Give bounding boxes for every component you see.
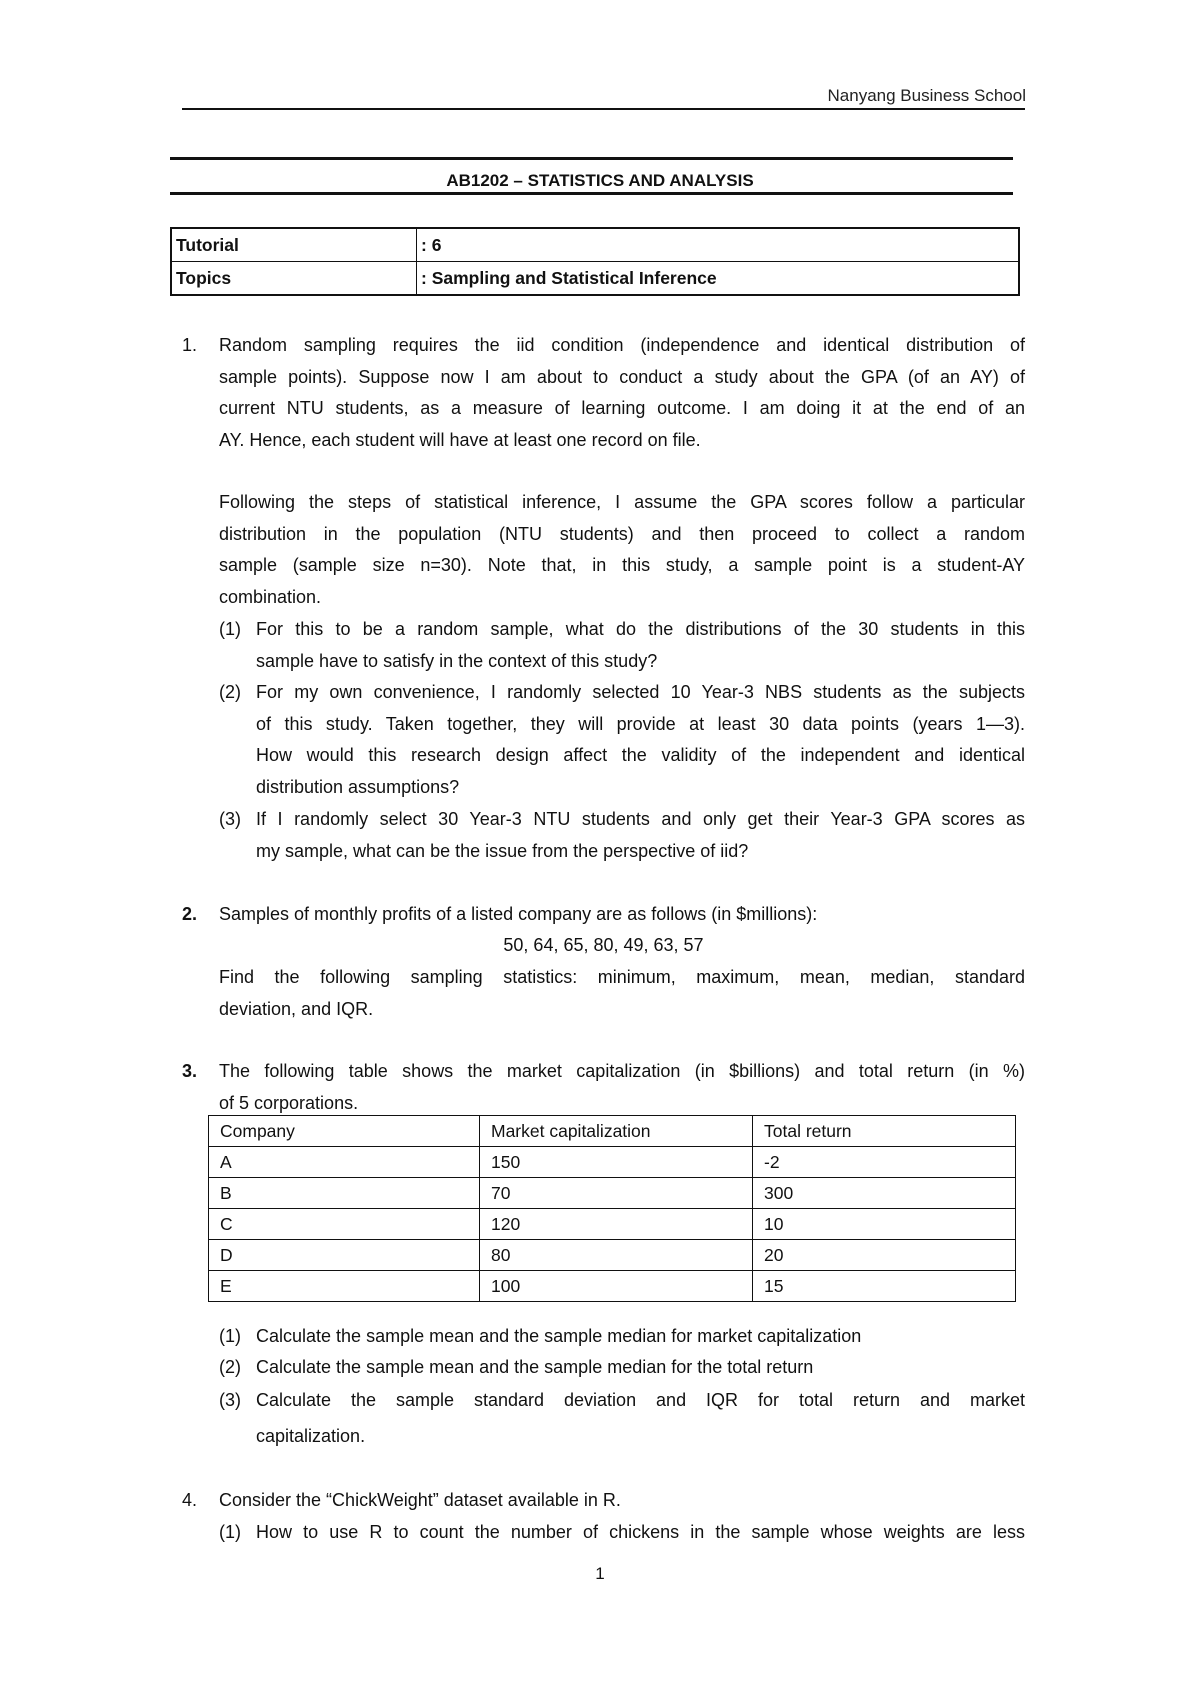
question-1-text xyxy=(219,330,1025,456)
text-line: deviation, and IQR. xyxy=(219,998,374,1019)
sub-question-text xyxy=(256,1385,1025,1452)
table-cell: 100 xyxy=(480,1271,753,1302)
table-cell: 70 xyxy=(480,1178,753,1209)
question-4-intro: Consider the “ChickWeight” dataset available in R. xyxy=(219,1490,621,1510)
table-cell: C xyxy=(209,1209,480,1240)
page-number: 1 xyxy=(595,1564,605,1583)
table-cell: 15 xyxy=(753,1271,1016,1302)
question-1-paragraph-2 xyxy=(219,487,1025,613)
table-header-row xyxy=(209,1116,1016,1147)
table-cell: 150 xyxy=(480,1147,753,1178)
info-label: Tutorial xyxy=(171,228,417,262)
question-number: 1. xyxy=(182,335,198,355)
question-2-data: 50, 64, 65, 80, 49, 63, 57 xyxy=(503,935,704,955)
sub-question-text: Calculate the sample mean and the sample median for market capitalization xyxy=(256,1326,862,1346)
course-title: AB1202 – STATISTICS AND ANALYSIS xyxy=(446,171,754,190)
table-cell: 20 xyxy=(753,1240,1016,1271)
text-line: of 5 corporations. xyxy=(219,1092,359,1113)
sub-question-number: (2) xyxy=(219,1357,241,1377)
table-cell: 10 xyxy=(753,1209,1016,1240)
info-value: : 6 xyxy=(417,228,1020,262)
info-label: Topics xyxy=(171,262,417,296)
header-school-name: Nanyang Business School xyxy=(827,86,1026,105)
table-row xyxy=(209,1271,1016,1302)
sub-question-text xyxy=(256,804,1025,867)
sub-question-number: (1) xyxy=(219,1326,241,1346)
sub-question-number: (3) xyxy=(219,809,241,829)
text-line: distribution in the population (NTU students) and then proceed to collect a random xyxy=(219,523,1025,544)
text-line: my sample, what can be the issue from the perspective of iid? xyxy=(256,840,749,861)
sub-question-number: (1) xyxy=(219,619,241,639)
text-line: For this to be a random sample, what do the distributions of the 30 students in this xyxy=(256,619,1025,639)
text-line: Calculate the sample standard deviation and IQR for total return and market xyxy=(256,1390,1025,1410)
text-line: distribution assumptions? xyxy=(256,776,460,797)
table-cell: 300 xyxy=(753,1178,1016,1209)
tutorial-info-table xyxy=(170,227,1020,296)
text-line: If I randomly select 30 Year-3 NTU students and only get their Year-3 GPA scores as xyxy=(256,809,1025,829)
table-row xyxy=(209,1147,1016,1178)
sub-question-text xyxy=(256,1517,1025,1549)
table-cell: -2 xyxy=(753,1147,1016,1178)
market-cap-table xyxy=(208,1115,1016,1302)
sub-question-text: Calculate the sample mean and the sample median for the total return xyxy=(256,1357,814,1377)
text-line: sample have to satisfy in the context of this study? xyxy=(256,650,658,671)
question-2-intro: Samples of monthly profits of a listed company are as follows (in $millions): xyxy=(219,904,818,924)
question-number: 2. xyxy=(182,904,198,924)
table-row xyxy=(209,1240,1016,1271)
text-line: Following the steps of statistical inference, I assume the GPA scores follow a particular xyxy=(219,492,1025,512)
sub-question-number: (1) xyxy=(219,1522,241,1542)
info-row-tutorial xyxy=(171,228,1019,262)
text-line: combination. xyxy=(219,586,322,607)
question-3-text xyxy=(219,1056,1025,1119)
sub-question-number: (3) xyxy=(219,1390,241,1410)
text-line: Random sampling requires the iid condition (independence and identical distribution of xyxy=(219,335,1025,355)
question-number: 4. xyxy=(182,1490,198,1510)
text-line: current NTU students, as a measure of learning outcome. I am doing it at the end of an xyxy=(219,398,1025,418)
table-cell: E xyxy=(209,1271,480,1302)
title-rule-top xyxy=(170,157,1013,160)
info-value: : Sampling and Statistical Inference xyxy=(421,267,717,288)
table-cell: 120 xyxy=(480,1209,753,1240)
text-line: How would this research design affect the validity of the independent and identical xyxy=(256,745,1025,765)
title-rule-bottom xyxy=(170,192,1013,195)
text-line: sample points). Suppose now I am about to conduct a study about the GPA (of an AY) of xyxy=(219,366,1025,387)
table-header-cell: Market capitalization xyxy=(480,1116,753,1147)
sub-question-number: (2) xyxy=(219,682,241,702)
table-header-cell: Total return xyxy=(753,1116,1016,1147)
text-line: The following table shows the market capitalization (in $billions) and total return (in %) xyxy=(219,1061,1025,1081)
table-row xyxy=(209,1178,1016,1209)
info-row-topics xyxy=(171,262,1019,296)
text-line: For my own convenience, I randomly selected 10 Year-3 NBS students as the subjects xyxy=(256,682,1025,702)
table-row xyxy=(209,1209,1016,1240)
text-line: How to use R to count the number of chickens in the sample whose weights are less xyxy=(256,1522,1025,1542)
text-line: capitalization. xyxy=(256,1425,366,1446)
table-cell: B xyxy=(209,1178,480,1209)
text-line: sample (sample size n=30). Note that, in this study, a sample point is a student-AY xyxy=(219,555,1025,575)
table-header-cell: Company xyxy=(209,1116,480,1147)
table-cell: 80 xyxy=(480,1240,753,1271)
sub-question-text xyxy=(256,677,1025,803)
text-line: Find the following sampling statistics: minimum, maximum, mean, median, standard xyxy=(219,967,1025,987)
question-2-text xyxy=(219,962,1025,1025)
sub-question-text xyxy=(256,614,1025,677)
header-rule xyxy=(182,108,1025,110)
text-line: AY. Hence, each student will have at least one record on file. xyxy=(219,429,701,450)
table-cell: A xyxy=(209,1147,480,1178)
table-cell: D xyxy=(209,1240,480,1271)
question-number: 3. xyxy=(182,1061,198,1081)
text-line: of this study. Taken together, they will provide at least 30 data points (years 1—3). xyxy=(256,713,1025,734)
